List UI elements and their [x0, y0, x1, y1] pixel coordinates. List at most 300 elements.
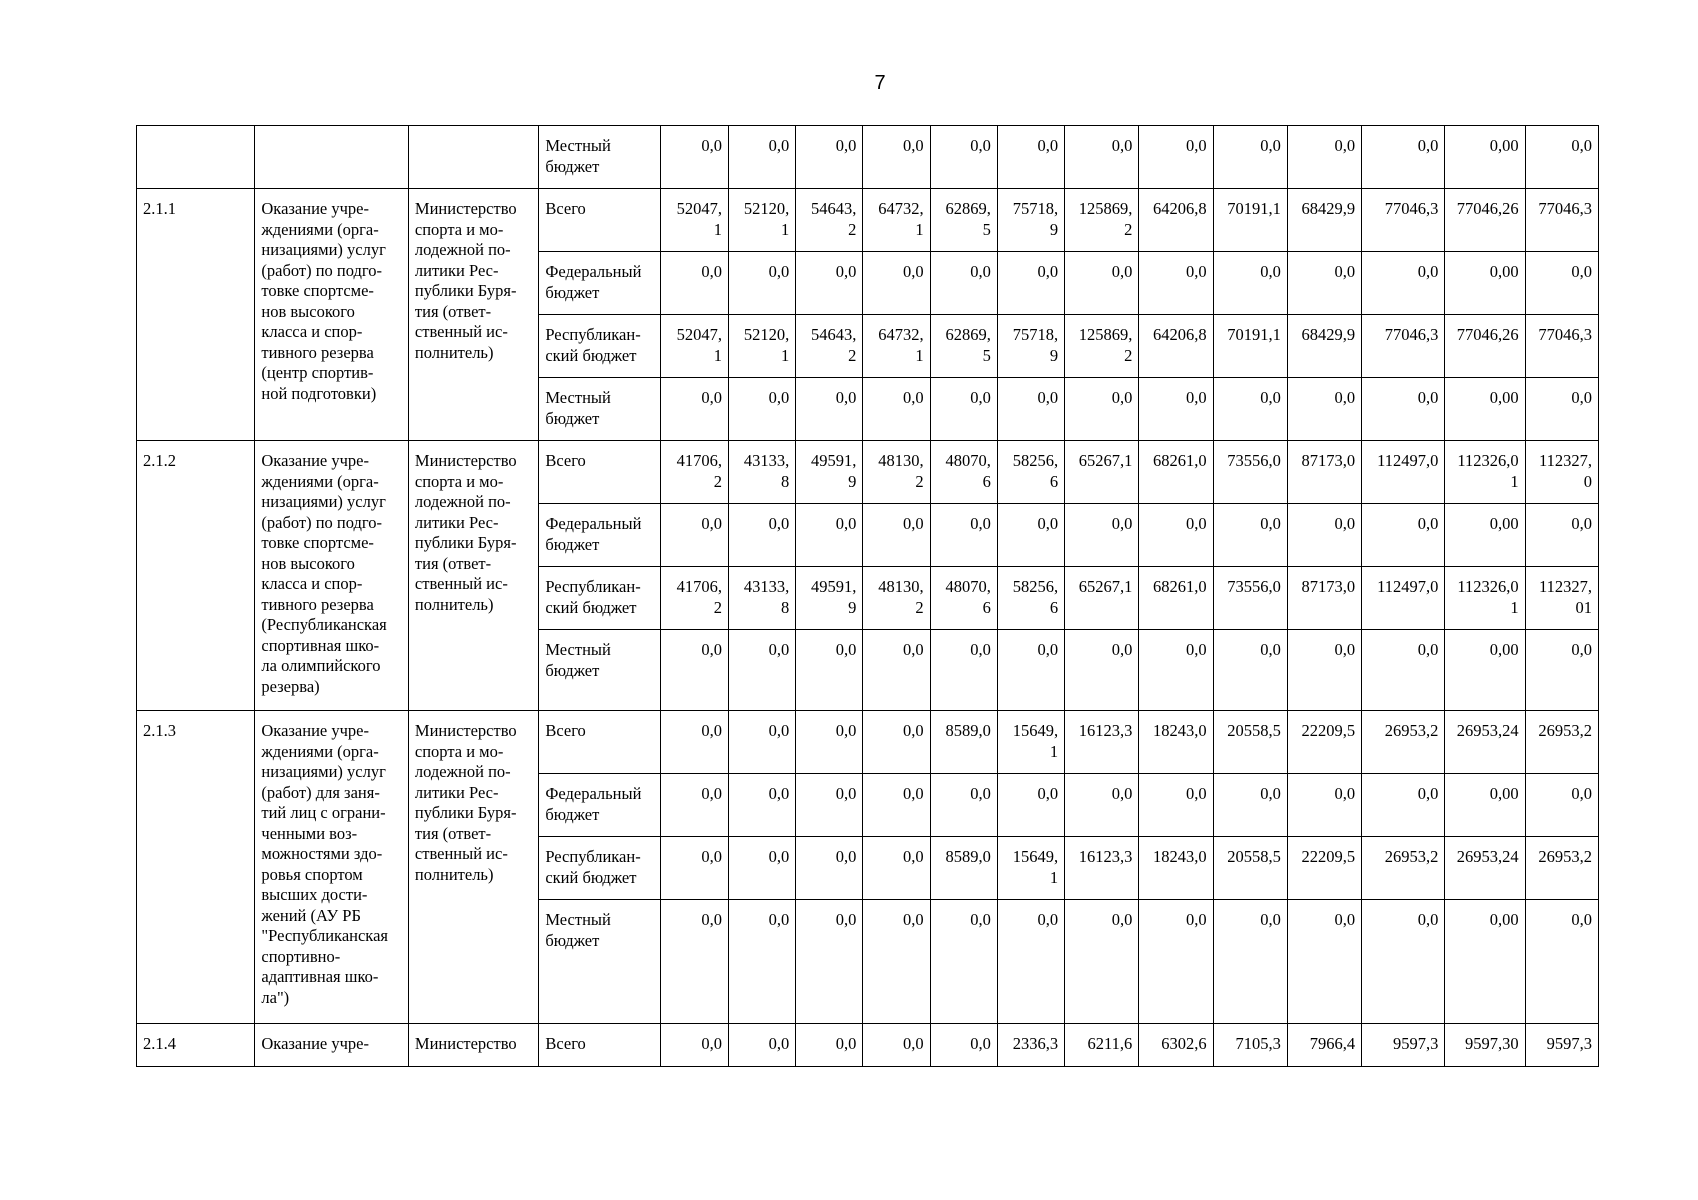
value-cell [1065, 378, 1139, 441]
value-cell [1139, 504, 1213, 567]
value-text: 125869, 2 [1078, 199, 1133, 239]
value-text: 52120, 1 [743, 325, 790, 365]
value-text: 0,0 [1260, 514, 1281, 533]
value-cell [1065, 711, 1139, 774]
value-text: 16123,3 [1078, 847, 1133, 866]
value-text: 62869, 5 [945, 325, 991, 365]
funding-source-text: Местный бюджет [545, 910, 611, 950]
value-cell [1287, 837, 1361, 900]
value-cell [863, 837, 930, 900]
value-cell [930, 900, 997, 1024]
value-text: 0,0 [701, 136, 722, 155]
value-cell [1139, 441, 1213, 504]
value-text: 0,0 [903, 784, 924, 803]
value-cell [997, 1024, 1064, 1067]
funding-source-cell [539, 630, 660, 711]
value-text: 54643, 2 [811, 199, 857, 239]
value-text: 0,0 [768, 1034, 790, 1053]
value-cell [863, 504, 930, 567]
value-cell [1445, 315, 1525, 378]
value-text: 0,0 [835, 1034, 857, 1053]
item-code-cell [137, 1024, 255, 1067]
value-cell [1287, 711, 1361, 774]
value-cell [863, 378, 930, 441]
value-text: 70191,1 [1227, 199, 1281, 218]
funding-source-text: Всего [545, 1034, 586, 1053]
value-cell [796, 837, 863, 900]
value-text: 0,0 [1417, 640, 1439, 659]
value-text: 0,0 [903, 721, 924, 740]
value-cell [863, 189, 930, 252]
value-cell [1139, 774, 1213, 837]
value-text: 0,0 [701, 388, 722, 407]
value-cell [796, 126, 863, 189]
value-cell [1139, 630, 1213, 711]
value-cell [1362, 567, 1445, 630]
value-text: 112326,0 1 [1457, 577, 1519, 617]
value-cell [796, 504, 863, 567]
value-cell [1362, 837, 1445, 900]
value-cell [930, 252, 997, 315]
value-text: 0,0 [701, 514, 722, 533]
value-text: 0,00 [1489, 514, 1519, 533]
value-text: 0,0 [1037, 388, 1059, 407]
value-cell [997, 774, 1064, 837]
value-text: 0,0 [701, 640, 722, 659]
value-text: 49591, 9 [811, 577, 857, 617]
value-text: 9597,3 [1392, 1034, 1439, 1053]
value-cell [1445, 837, 1525, 900]
funding-source-cell [539, 774, 660, 837]
value-text: 0,00 [1489, 910, 1519, 929]
value-cell [728, 315, 795, 378]
value-text: 0,00 [1489, 640, 1519, 659]
value-text: 0,0 [1037, 136, 1059, 155]
value-cell [660, 567, 728, 630]
value-cell [660, 315, 728, 378]
responsible-executor-cell [408, 711, 538, 1024]
value-cell [930, 630, 997, 711]
value-cell [1213, 711, 1287, 774]
value-cell [796, 900, 863, 1024]
budget-table [136, 125, 1599, 1067]
value-cell [796, 630, 863, 711]
value-cell [660, 630, 728, 711]
table-row [137, 189, 1599, 252]
value-cell [1445, 567, 1525, 630]
value-cell [1213, 630, 1287, 711]
value-text: 0,0 [1260, 640, 1281, 659]
table-row [137, 126, 1599, 189]
value-text: 64732, 1 [878, 199, 924, 239]
value-cell [660, 1024, 728, 1067]
value-text: 112327, 01 [1538, 577, 1592, 617]
value-text: 112327, 0 [1538, 451, 1592, 491]
funding-source-cell [539, 1024, 660, 1067]
value-text: 0,0 [1260, 784, 1281, 803]
value-text: 0,0 [1037, 640, 1059, 659]
value-text: 26953,2 [1384, 847, 1439, 866]
value-text: 64732, 1 [878, 325, 924, 365]
value-cell [660, 711, 728, 774]
value-text: 18243,0 [1152, 721, 1207, 740]
value-cell [1065, 504, 1139, 567]
value-cell [1065, 252, 1139, 315]
item-code-text: 2.1.2 [143, 451, 176, 470]
value-text: 0,0 [1417, 388, 1439, 407]
value-text: 75718, 9 [1012, 199, 1059, 239]
responsible-executor-text: Министерство спорта и мо- лодежной по- литики Рес- публики Буря- тия (ответ- ственный ис- полнитель) [414, 721, 517, 884]
value-cell [660, 504, 728, 567]
value-cell [1287, 630, 1361, 711]
value-cell [863, 567, 930, 630]
value-cell [930, 378, 997, 441]
value-text: 0,0 [835, 136, 857, 155]
value-text: 0,0 [701, 847, 722, 866]
value-cell [1139, 711, 1213, 774]
value-cell [660, 189, 728, 252]
value-text: 48130, 2 [878, 451, 924, 491]
value-text: 8589,0 [945, 847, 991, 866]
value-text: 26953,2 [1538, 721, 1592, 740]
funding-source-cell [539, 126, 660, 189]
responsible-executor-cell [408, 189, 538, 441]
value-cell [1525, 378, 1598, 441]
value-text: 7105,3 [1235, 1034, 1281, 1053]
value-text: 0,0 [768, 784, 790, 803]
value-text: 0,0 [903, 388, 924, 407]
value-cell [1525, 441, 1598, 504]
value-cell [1287, 189, 1361, 252]
value-cell [1362, 315, 1445, 378]
value-cell [863, 252, 930, 315]
value-text: 0,0 [1334, 910, 1356, 929]
value-cell [1213, 837, 1287, 900]
responsible-executor-cell [408, 126, 538, 189]
value-cell [1065, 126, 1139, 189]
table-body [137, 126, 1599, 1067]
value-text: 64206,8 [1152, 325, 1207, 344]
funding-source-cell [539, 711, 660, 774]
value-cell [1287, 504, 1361, 567]
value-cell [930, 711, 997, 774]
value-text: 0,0 [835, 640, 857, 659]
value-text: 48070, 6 [945, 451, 991, 491]
value-text: 77046,3 [1384, 199, 1439, 218]
value-text: 6211,6 [1087, 1034, 1133, 1053]
value-cell [1287, 441, 1361, 504]
value-text: 0,0 [1260, 262, 1281, 281]
value-text: 0,0 [1185, 388, 1207, 407]
value-text: 0,0 [768, 721, 790, 740]
value-text: 0,00 [1489, 262, 1519, 281]
item-name-text: Оказание учре- ждениями (орга- низациями) услуг (работ) по подго- товке спортсме- нов высокого класса и спор- тивного резерва (центр спортив- ной подготовки) [261, 199, 386, 403]
value-text: 0,0 [768, 514, 790, 533]
value-cell [728, 774, 795, 837]
value-cell [1525, 711, 1598, 774]
value-cell [1362, 504, 1445, 567]
item-code-cell [137, 126, 255, 189]
value-cell [728, 378, 795, 441]
value-cell [1065, 774, 1139, 837]
value-cell [1445, 630, 1525, 711]
value-cell [1525, 315, 1598, 378]
value-cell [1445, 774, 1525, 837]
value-cell [1139, 837, 1213, 900]
value-cell [1065, 630, 1139, 711]
value-cell [930, 189, 997, 252]
value-text: 15649, 1 [1012, 721, 1059, 761]
value-cell [1445, 252, 1525, 315]
value-text: 0,0 [835, 721, 857, 740]
value-text: 112497,0 [1377, 451, 1439, 470]
value-cell [1362, 630, 1445, 711]
value-text: 77046,3 [1538, 325, 1592, 344]
value-text: 0,00 [1489, 784, 1519, 803]
funding-source-cell [539, 504, 660, 567]
value-cell [796, 252, 863, 315]
value-cell [997, 315, 1064, 378]
value-text: 0,0 [1260, 388, 1281, 407]
value-cell [1445, 1024, 1525, 1067]
value-cell [1065, 900, 1139, 1024]
value-cell [1525, 126, 1598, 189]
value-cell [1213, 504, 1287, 567]
value-text: 112326,0 1 [1457, 451, 1519, 491]
value-cell [728, 1024, 795, 1067]
value-cell [930, 126, 997, 189]
value-text: 0,0 [1111, 514, 1133, 533]
value-text: 87173,0 [1301, 451, 1356, 470]
value-cell [1525, 252, 1598, 315]
item-name-cell [255, 1024, 409, 1067]
value-text: 0,00 [1489, 136, 1519, 155]
value-cell [930, 315, 997, 378]
value-cell [1139, 378, 1213, 441]
value-text: 0,0 [1571, 640, 1592, 659]
value-cell [796, 441, 863, 504]
item-name-cell [255, 711, 409, 1024]
value-text: 22209,5 [1301, 847, 1356, 866]
value-cell [997, 630, 1064, 711]
value-cell [728, 900, 795, 1024]
value-cell [728, 504, 795, 567]
value-cell [1287, 378, 1361, 441]
value-text: 0,0 [1260, 910, 1281, 929]
value-cell [796, 1024, 863, 1067]
value-text: 0,0 [768, 847, 790, 866]
value-text: 0,0 [903, 910, 924, 929]
value-cell [1287, 252, 1361, 315]
item-name-text: Оказание учре- ждениями (орга- низациями) услуг (работ) для заня- тий лиц с ограни- ченными воз- можностями здо- ровья спортом высших дости- жений (АУ РБ "Республиканская спортивно- адаптивная шко- ла") [261, 721, 388, 1007]
value-cell [728, 567, 795, 630]
value-text: 0,0 [701, 910, 722, 929]
value-text: 0,0 [1111, 640, 1133, 659]
value-text: 0,0 [1185, 910, 1207, 929]
responsible-executor-text: Министерство [414, 1034, 517, 1053]
value-text: 0,0 [1334, 640, 1356, 659]
value-cell [1065, 567, 1139, 630]
value-cell [1525, 189, 1598, 252]
value-cell [728, 630, 795, 711]
value-text: 0,0 [1037, 784, 1059, 803]
value-text: 2336,3 [1012, 1034, 1059, 1053]
value-text: 26953,2 [1384, 721, 1439, 740]
value-cell [1525, 900, 1598, 1024]
value-text: 0,0 [903, 514, 924, 533]
value-cell [863, 630, 930, 711]
value-cell [1213, 441, 1287, 504]
funding-source-text: Республикан- ский бюджет [545, 577, 641, 617]
value-text: 18243,0 [1152, 847, 1207, 866]
value-cell [1445, 441, 1525, 504]
value-text: 0,0 [1417, 910, 1439, 929]
value-text: 0,0 [701, 262, 722, 281]
value-text: 0,0 [835, 784, 857, 803]
value-text: 77046,26 [1456, 199, 1519, 218]
value-text: 0,0 [768, 640, 790, 659]
value-text: 0,0 [1185, 262, 1207, 281]
value-text: 0,0 [1111, 388, 1133, 407]
value-text: 0,0 [1037, 910, 1059, 929]
value-text: 0,0 [970, 262, 991, 281]
item-name-text: Оказание учре- [261, 1034, 369, 1053]
value-text: 52120, 1 [743, 199, 790, 239]
value-text: 0,0 [768, 910, 790, 929]
table-row [137, 711, 1599, 774]
value-cell [660, 378, 728, 441]
value-cell [796, 711, 863, 774]
value-text: 0,0 [1111, 910, 1133, 929]
value-cell [1362, 378, 1445, 441]
value-text: 0,0 [1334, 784, 1356, 803]
value-cell [796, 315, 863, 378]
value-text: 26953,24 [1456, 847, 1519, 866]
table-row [137, 1024, 1599, 1067]
value-cell [1065, 837, 1139, 900]
funding-source-text: Республикан- ский бюджет [545, 325, 641, 365]
funding-source-text: Республикан- ский бюджет [545, 847, 641, 887]
value-text: 0,0 [1260, 136, 1281, 155]
value-text: 6302,6 [1161, 1034, 1207, 1053]
value-text: 0,0 [768, 262, 790, 281]
value-text: 73556,0 [1227, 451, 1281, 470]
value-text: 112497,0 [1377, 577, 1439, 596]
value-text: 65267,1 [1078, 451, 1133, 470]
value-cell [1139, 1024, 1213, 1067]
value-text: 41706, 2 [676, 451, 722, 491]
value-text: 0,0 [1417, 136, 1439, 155]
value-text: 0,0 [1334, 388, 1356, 407]
value-cell [1362, 252, 1445, 315]
value-text: 0,0 [903, 1034, 924, 1053]
responsible-executor-cell [408, 1024, 538, 1067]
value-cell [1139, 252, 1213, 315]
value-cell [1362, 1024, 1445, 1067]
value-cell [1213, 378, 1287, 441]
value-cell [1139, 315, 1213, 378]
value-text: 15649, 1 [1012, 847, 1059, 887]
value-cell [1213, 900, 1287, 1024]
value-cell [997, 252, 1064, 315]
value-cell [1362, 126, 1445, 189]
value-cell [660, 837, 728, 900]
value-text: 0,0 [1037, 262, 1059, 281]
value-text: 77046,3 [1538, 199, 1592, 218]
value-text: 0,0 [1111, 136, 1133, 155]
value-cell [930, 774, 997, 837]
value-text: 52047, 1 [676, 199, 722, 239]
item-code-cell [137, 441, 255, 711]
value-text: 77046,26 [1456, 325, 1519, 344]
funding-source-cell [539, 837, 660, 900]
value-cell [796, 774, 863, 837]
value-cell [1213, 567, 1287, 630]
value-cell [1139, 126, 1213, 189]
value-text: 8589,0 [945, 721, 991, 740]
value-cell [1445, 504, 1525, 567]
value-text: 125869, 2 [1078, 325, 1133, 365]
value-cell [863, 441, 930, 504]
value-cell [997, 378, 1064, 441]
value-text: 70191,1 [1227, 325, 1281, 344]
value-cell [997, 441, 1064, 504]
value-cell [930, 441, 997, 504]
value-text: 26953,2 [1538, 847, 1592, 866]
item-name-cell [255, 189, 409, 441]
value-cell [1065, 1024, 1139, 1067]
value-text: 0,0 [970, 514, 991, 533]
value-text: 68261,0 [1152, 451, 1207, 470]
value-cell [1362, 189, 1445, 252]
value-cell [1287, 900, 1361, 1024]
value-text: 0,0 [1037, 514, 1059, 533]
value-cell [997, 189, 1064, 252]
funding-source-text: Местный бюджет [545, 388, 611, 428]
value-text: 0,0 [1417, 262, 1439, 281]
value-cell [930, 1024, 997, 1067]
value-cell [660, 252, 728, 315]
value-cell [1525, 567, 1598, 630]
funding-source-cell [539, 189, 660, 252]
value-cell [1287, 315, 1361, 378]
value-text: 16123,3 [1078, 721, 1133, 740]
value-cell [1362, 711, 1445, 774]
page-number: 7 [874, 72, 886, 94]
value-cell [1213, 774, 1287, 837]
value-cell [1445, 126, 1525, 189]
value-text: 7966,4 [1309, 1034, 1356, 1053]
value-cell [997, 567, 1064, 630]
value-text: 0,0 [970, 136, 991, 155]
value-text: 0,0 [768, 388, 790, 407]
value-text: 0,0 [701, 784, 722, 803]
value-text: 0,0 [1571, 514, 1592, 533]
value-text: 0,0 [970, 1034, 991, 1053]
value-cell [1525, 774, 1598, 837]
funding-source-text: Федеральный бюджет [545, 784, 642, 824]
value-text: 0,0 [903, 262, 924, 281]
value-text: 77046,3 [1384, 325, 1439, 344]
value-cell [1213, 126, 1287, 189]
funding-source-text: Местный бюджет [545, 136, 611, 176]
value-cell [1445, 711, 1525, 774]
value-cell [1362, 900, 1445, 1024]
value-cell [660, 900, 728, 1024]
value-cell [1445, 900, 1525, 1024]
value-text: 22209,5 [1301, 721, 1356, 740]
table-row [137, 441, 1599, 504]
